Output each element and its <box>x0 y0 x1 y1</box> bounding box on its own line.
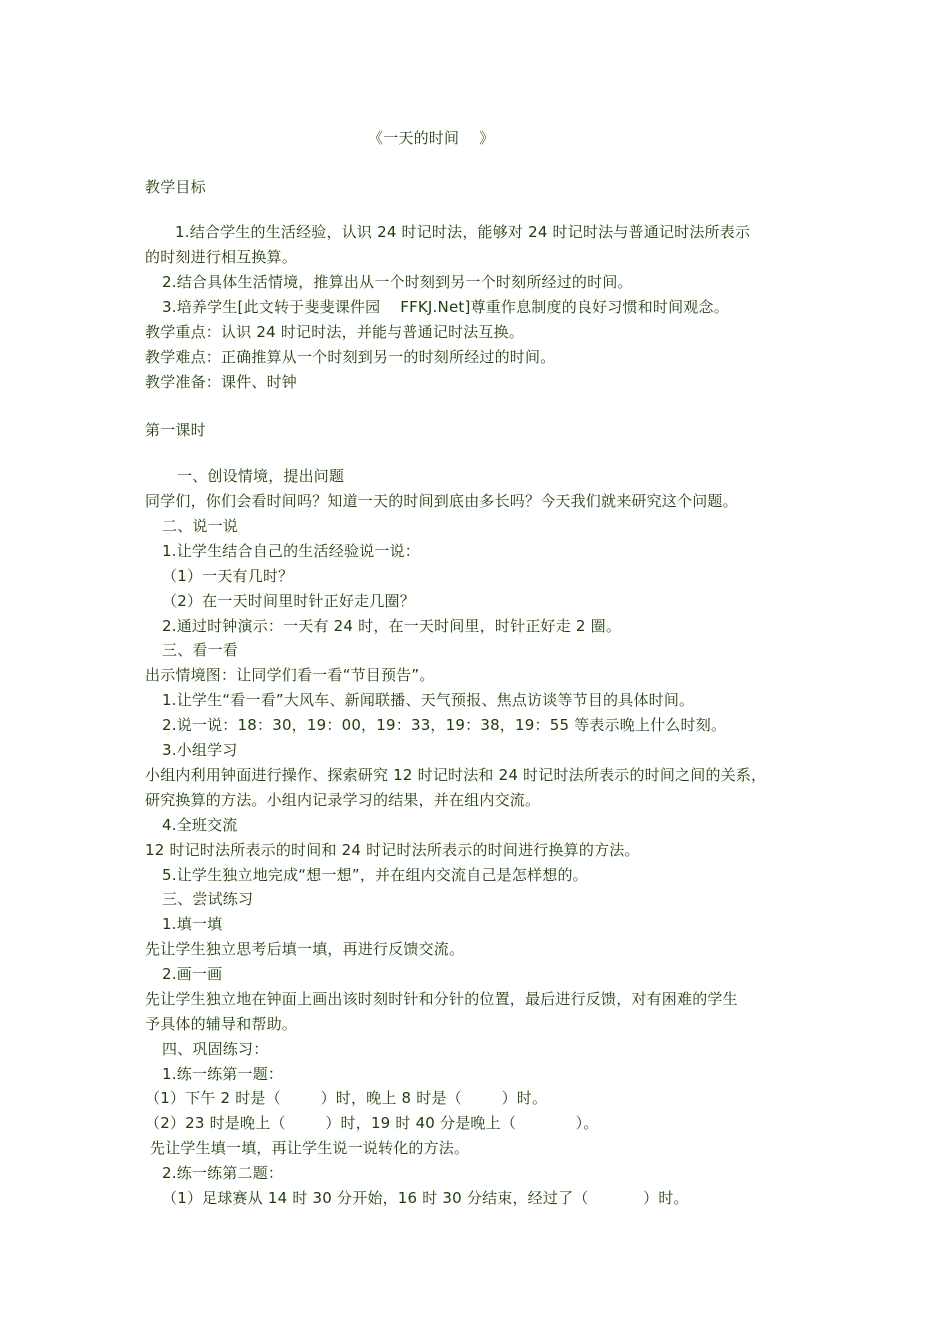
text-line: （2）在一天时间里时针正好走几圈？ <box>162 592 415 610</box>
text-line: 出示情境图：让同学们看一看“节目预告”。 <box>145 666 435 684</box>
text-line: 1.让学生结合自己的生活经验说一说： <box>162 542 420 560</box>
text-line: （1）足球赛从 14 时 30 分开始，16 时 30 分结束，经过了（ ）时。 <box>162 1189 689 1207</box>
text-line: 3.培养学生[此文转于斐斐课件园 FFKJ.Net]尊重作息制度的良好习惯和时间观念。 <box>162 298 729 316</box>
text-line: 2.练一练第二题： <box>162 1164 284 1182</box>
text-line: 同学们，你们会看时间吗？知道一天的时间到底由多长吗？今天我们就来研究这个问题。 <box>145 492 738 510</box>
text-line: 一、创设情境，提出问题 <box>177 467 345 485</box>
text-line: 二、说一说 <box>162 517 239 535</box>
text-line: 研究换算的方法。小组内记录学习的结果，并在组内交流。 <box>145 791 541 809</box>
text-line: 2.结合具体生活情境，推算出从一个时刻到另一个时刻所经过的时间。 <box>162 273 633 291</box>
text-line: 三、尝试练习 <box>162 890 254 908</box>
section-heading: 第一课时 <box>145 421 206 439</box>
text-line: 先让学生填一填，再让学生说一说转化的方法。 <box>150 1139 470 1157</box>
text-line: 教学难点：正确推算从一个时刻到另一的时刻所经过的时间。 <box>145 348 556 366</box>
document-title: 《一天的时间 》 <box>368 129 495 147</box>
text-line: （2）23 时是晚上（ ）时，19 时 40 分是晚上（ ）。 <box>145 1114 599 1132</box>
text-line: 小组内利用钟面进行操作、探索研究 12 时记时法和 24 时记时法所表示的时间之间的关系， <box>145 766 767 784</box>
text-line: 2.通过时钟演示：一天有 24 时，在一天时间里，时针正好走 2 圈。 <box>162 617 622 635</box>
text-line: 教学重点：认识 24 时记时法，并能与普通记时法互换。 <box>145 323 525 341</box>
text-line: 4.全班交流 <box>162 816 238 834</box>
text-line: 四、巩固练习： <box>162 1040 269 1058</box>
text-line: 三、看一看 <box>162 641 239 659</box>
text-line: 的时刻进行相互换算。 <box>145 248 298 266</box>
text-line: 先让学生独立思考后填一填，再进行反馈交流。 <box>145 940 465 958</box>
text-line: 1.练一练第一题： <box>162 1065 284 1083</box>
text-line: 12 时记时法所表示的时间和 24 时记时法所表示的时间进行换算的方法。 <box>145 841 640 859</box>
text-line: 1.让学生“看一看”大风车、新闻联播、天气预报、焦点访谈等节目的具体时间。 <box>162 691 695 709</box>
text-line: （1）一天有几时？ <box>162 567 294 585</box>
text-line: 3.小组学习 <box>162 741 238 759</box>
text-line: 5.让学生独立地完成“想一想”，并在组内交流自己是怎样想的。 <box>162 866 588 884</box>
text-line: 教学准备：课件、时钟 <box>145 373 298 391</box>
text-line: 予具体的辅导和帮助。 <box>145 1015 298 1033</box>
text-line: 1.填一填 <box>162 915 223 933</box>
text-line: 先让学生独立地在钟面上画出该时刻时针和分针的位置，最后进行反馈，对有困难的学生 <box>145 990 738 1008</box>
text-line: （1）下午 2 时是（ ）时，晚上 8 时是（ ）时。 <box>145 1089 548 1107</box>
section-heading: 教学目标 <box>145 178 206 196</box>
text-line: 2.说一说：18：30，19：00，19：33，19：38，19：55 等表示晚上什么时刻。 <box>162 716 727 734</box>
text-line: 1.结合学生的生活经验，认识 24 时记时法，能够对 24 时记时法与普通记时法所表示 <box>175 223 751 241</box>
text-line: 2.画一画 <box>162 965 223 983</box>
